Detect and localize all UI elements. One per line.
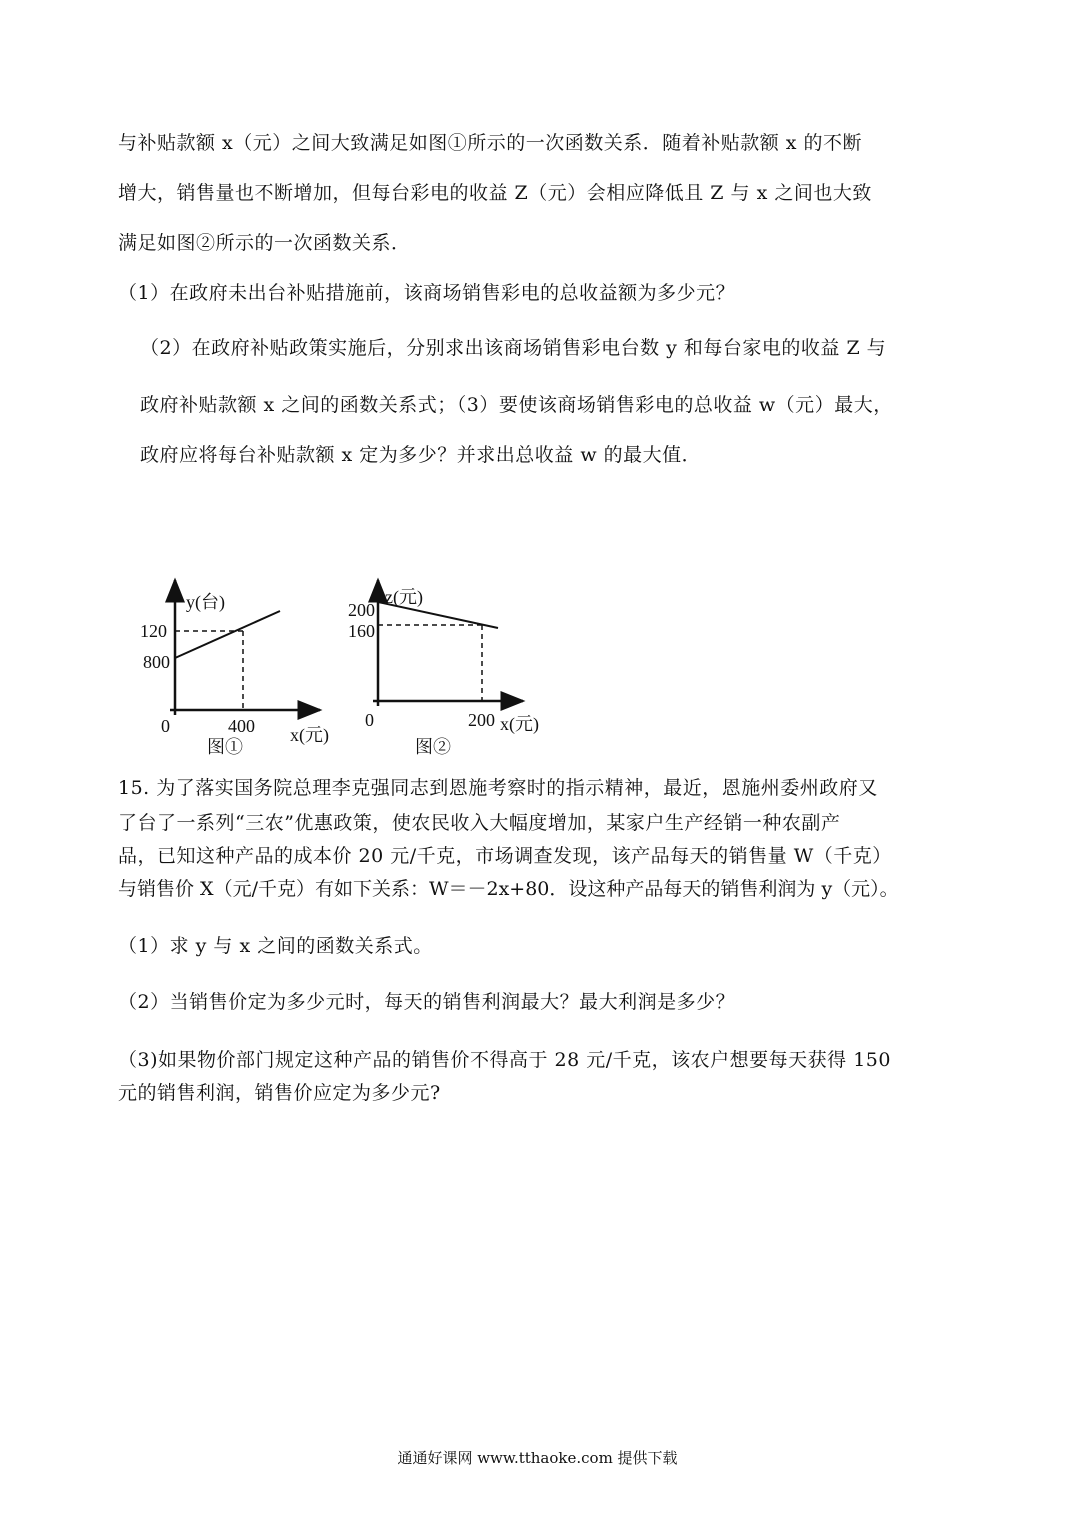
fig1-y-tick-top: 120 [140, 621, 167, 641]
p15-question-2: （2）当销售价定为多少元时，每天的销售利润最大？最大利润是多少？ [118, 991, 736, 1013]
fig2-origin-label: 0 [365, 710, 374, 730]
fig2-y-axis-label: z(元) [385, 587, 423, 607]
figure-2-graph [345, 570, 535, 730]
page-footer: 通通好课网 www.tthaoke.com 提供下载 [397, 1449, 678, 1467]
fig1-x-axis-label: x(元) [290, 725, 329, 745]
fig1-y-axis-label: y(台) [186, 592, 225, 612]
p15-question-1: （1）求 y 与 x 之间的函数关系式。 [118, 935, 433, 957]
fig1-caption: 图① [207, 737, 243, 757]
p15-question-3-line-1: （3)如果物价部门规定这种产品的销售价不得高于 28 元/千克，该农户想要每天获得 150 [118, 1049, 891, 1071]
p15-line-2: 了台了一系列“三农”优惠政策，使农民收入大幅度增加，某家户生产经销一种农副产 [118, 812, 841, 834]
p14-question-3-line: 政府应将每台补贴款额 x 定为多少？并求出总收益 w 的最大值． [140, 444, 702, 466]
fig1-x-tick: 400 [228, 716, 255, 736]
p14-line-1: 与补贴款额 x（元）之间大致满足如图①所示的一次函数关系．随着补贴款额 x 的不断 [118, 132, 863, 154]
fig1-y-tick-bottom: 800 [143, 652, 170, 672]
p14-question-2-line-2: 政府补贴款额 x 之间的函数关系式；（3）要使该商场销售彩电的总收益 w（元）最大， [140, 394, 893, 416]
fig2-x-tick: 200 [468, 710, 495, 730]
p15-question-3-line-2: 元的销售利润，销售价应定为多少元? [118, 1082, 441, 1104]
p14-line-3: 满足如图②所示的一次函数关系． [118, 232, 411, 254]
fig1-origin-label: 0 [161, 716, 170, 736]
p14-line-2: 增大，销售量也不断增加，但每台彩电的收益 Z（元）会相应降低且 Z 与 x 之间也大致 [118, 182, 872, 204]
fig2-x-axis-label: x(元) [500, 714, 539, 734]
p14-question-2-line-1: （2）在政府补贴政策实施后，分别求出该商场销售彩电台数 y 和每台家电的收益 Z 与 [140, 337, 887, 359]
figure-1-graph [140, 570, 340, 740]
fig2-y-tick-bottom: 160 [348, 621, 375, 641]
p14-question-1: （1）在政府未出台补贴措施前，该商场销售彩电的总收益额为多少元？ [118, 282, 736, 304]
p15-line-1: 15. 为了落实国务院总理李克强同志到恩施考察时的指示精神，最近，恩施州委州政府又 [118, 777, 878, 799]
fig1-function-line [175, 611, 280, 658]
p15-line-3: 品，已知这种产品的成本价 20 元/千克，市场调查发现，该产品每天的销售量 W（千克） [118, 845, 892, 867]
fig2-y-tick-top: 200 [348, 600, 375, 620]
p15-line-4: 与销售价 X（元/千克）有如下关系：W＝－2x+80．设这种产品每天的销售利润为 y（元）。 [118, 878, 899, 900]
fig2-caption: 图② [415, 737, 451, 757]
